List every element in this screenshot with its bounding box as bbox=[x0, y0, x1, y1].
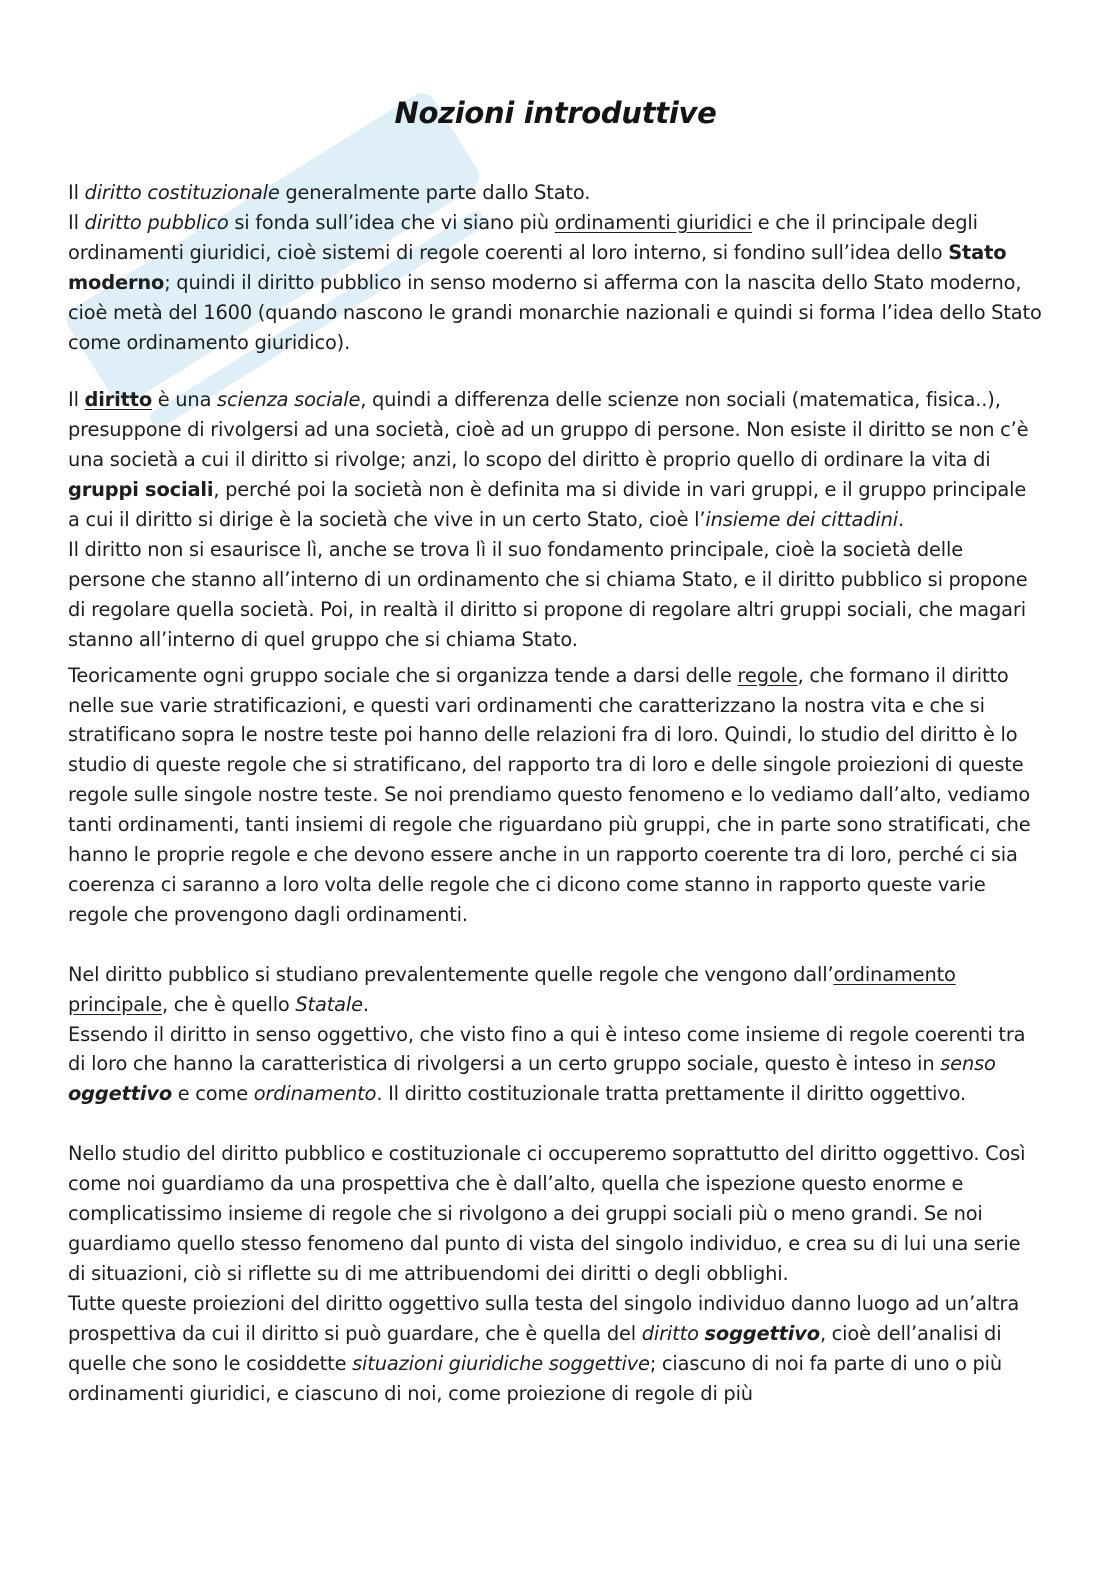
paragraph-6: Nel diritto pubblico si studiano prevalentemente quelle regole che vengono dall’ordinamento principale, che è quello Statale. bbox=[68, 962, 956, 1016]
paragraph-9: Tutte queste proiezioni del diritto oggettivo sulla testa del singolo individuo danno luogo ad un’altra prospettiva da cui il diritto si può guardare, che è quella del diritto soggettivo, cioè dell’analisi di quelle che sono le cosiddette situazioni giuridiche soggettive; ciascuno di noi fa parte di uno o più ordinamenti giuridici, e ciascuno di noi, come proiezione di regole di più bbox=[68, 1291, 1020, 1405]
paragraph-2: Il diritto pubblico si fonda sull’idea che vi siano più ordinamenti giuridici e che il principale degli ordinamenti giuridici, cioè sistemi di regole coerenti al loro interno, si fondino sull’idea dello Stato moderno; quindi il diritto pubblico in senso moderno si afferma con la nascita dello Stato moderno, cioè metà del 1600 (quando nascono le grandi monarchie nazionali e quindi si forma l’idea dello Stato come ordinamento giuridico). bbox=[68, 210, 1042, 354]
paragraph-8: Nello studio del diritto pubblico e costituzionale ci occuperemo soprattutto del diritto oggettivo. Così come noi guardiamo da una prospettiva che è dall’alto, quella che ispezione questo enorme e complicatissimo insieme di regole che si rivolgono a dei gruppi sociali più o meno grandi. Se noi guardiamo quello stesso fenomeno dal punto di vista del singolo individuo, e crea su di lui una serie di situazioni, ciò si riflette su di me attribuendomi dei diritti o degli obblighi. bbox=[68, 1142, 1026, 1285]
paragraph-7: Essendo il diritto in senso oggettivo, che visto fino a qui è inteso come insieme di regole coerenti tra di loro che hanno la caratteristica di rivolgersi a un certo gruppo sociale, questo è inteso in senso oggettivo e come ordinamento. Il diritto costituzionale tratta prettamente il diritto oggettivo. bbox=[68, 1022, 1026, 1106]
paragraph-3: Il diritto è una scienza sociale, quindi a differenza delle scienze non sociali (matematica, fisica..), presuppone di rivolgersi ad una società, cioè ad un gruppo di persone. Non esiste il diritto se non c’è una società a cui il diritto si rivolge; anzi, lo scopo del diritto è proprio quello di ordinare la vita di gruppi sociali, perché poi la società non è definita ma si divide in vari gruppi, e il gruppo principale a cui il diritto si dirige è la società che vive in un certo Stato, cioè l’insieme dei cittadini. bbox=[68, 388, 1029, 532]
page-title: Nozioni introduttive bbox=[394, 96, 717, 130]
document-page bbox=[68, 96, 1043, 1408]
paragraph-4: Il diritto non si esaurisce lì, anche se trova lì il suo fondamento principale, cioè la società delle persone che stanno all’interno di un ordinamento che si chiama Stato, e il diritto pubblico si propone di regolare quella società. Poi, in realtà il diritto si propone di regolare altri gruppi sociali, che magari stanno all’interno di quel gruppo che si chiama Stato. bbox=[68, 537, 1028, 651]
paragraph-1: Il diritto costituzionale generalmente parte dallo Stato. bbox=[68, 181, 591, 204]
paragraph-5: Teoricamente ogni gruppo sociale che si organizza tende a darsi delle regole, che formano il diritto nelle sue varie stratificazioni, e questi vari ordinamenti che caratterizzano la nostra vita e che si stratificano sopra le nostre teste poi hanno delle relazioni fra di loro. Quindi, lo studio del diritto è lo studio di queste regole che si stratificano, del rapporto tra di loro e delle singole proiezioni di queste regole sulle singole nostre teste. Se noi prendiamo questo fenomeno e lo vediamo dall’alto, vediamo tanti ordinamenti, tanti insiemi di regole che riguardano più gruppi, che in parte sono stratificati, che hanno le proprie regole e che devono essere anche in un rapporto coerente tra di loro, perché ci sia coerenza ci saranno a loro volta delle regole che ci dicono come stanno in rapporto queste varie regole che provengono dagli ordinamenti. bbox=[68, 663, 1031, 926]
